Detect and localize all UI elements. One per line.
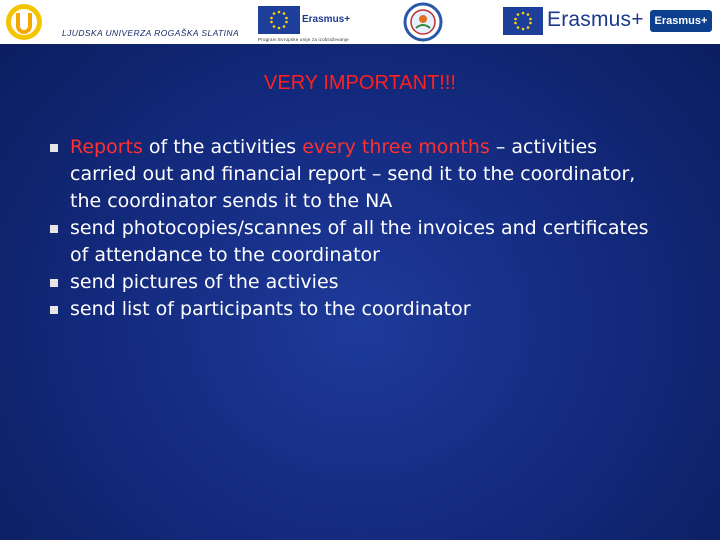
highlighted-text: Reports: [70, 136, 143, 158]
bullet-item: [50, 215, 660, 269]
bullet-item: [50, 269, 660, 296]
bullet-text: send photocopies/scannes of all the invoices and certificates of attendance to the coordinator: [70, 217, 649, 266]
bullet-square-icon: [50, 306, 58, 314]
partner-round-logo-icon: [402, 2, 444, 42]
erasmus-logo-large-text: Erasmus+: [547, 8, 644, 31]
university-logo-icon: [2, 2, 46, 42]
university-name: LJUDSKA UNIVERZA ROGAŠKA SLATINA: [62, 28, 240, 38]
bullet-square-icon: [50, 144, 58, 152]
bullet-text: – activities carried out and financial report – send it to the coordinator, the coordinator sends it to the NA: [70, 136, 636, 212]
eu-flag-icon: [503, 7, 543, 35]
erasmus-logo-text: Erasmus+: [302, 14, 351, 25]
bullet-text: send list of participants to the coordinator: [70, 298, 471, 320]
bullet-square-icon: [50, 225, 58, 233]
bullet-text: send pictures of the activies: [70, 271, 339, 293]
program-text: Program Evropske unije za izobraževanje: [258, 37, 349, 42]
erasmus-badge-text: Erasmus+: [654, 15, 708, 27]
logo-bar: [0, 0, 720, 44]
slide-title: VERY IMPORTANT!!!: [264, 72, 456, 94]
bullet-item: [50, 296, 660, 323]
highlighted-text: every three months: [302, 136, 490, 158]
bullet-square-icon: [50, 279, 58, 287]
bullet-item: [50, 134, 660, 215]
bullet-text: of the activities: [142, 136, 303, 158]
erasmus-badge: [650, 10, 712, 32]
eu-flag-icon: [258, 6, 300, 34]
bullet-list: [50, 134, 660, 323]
